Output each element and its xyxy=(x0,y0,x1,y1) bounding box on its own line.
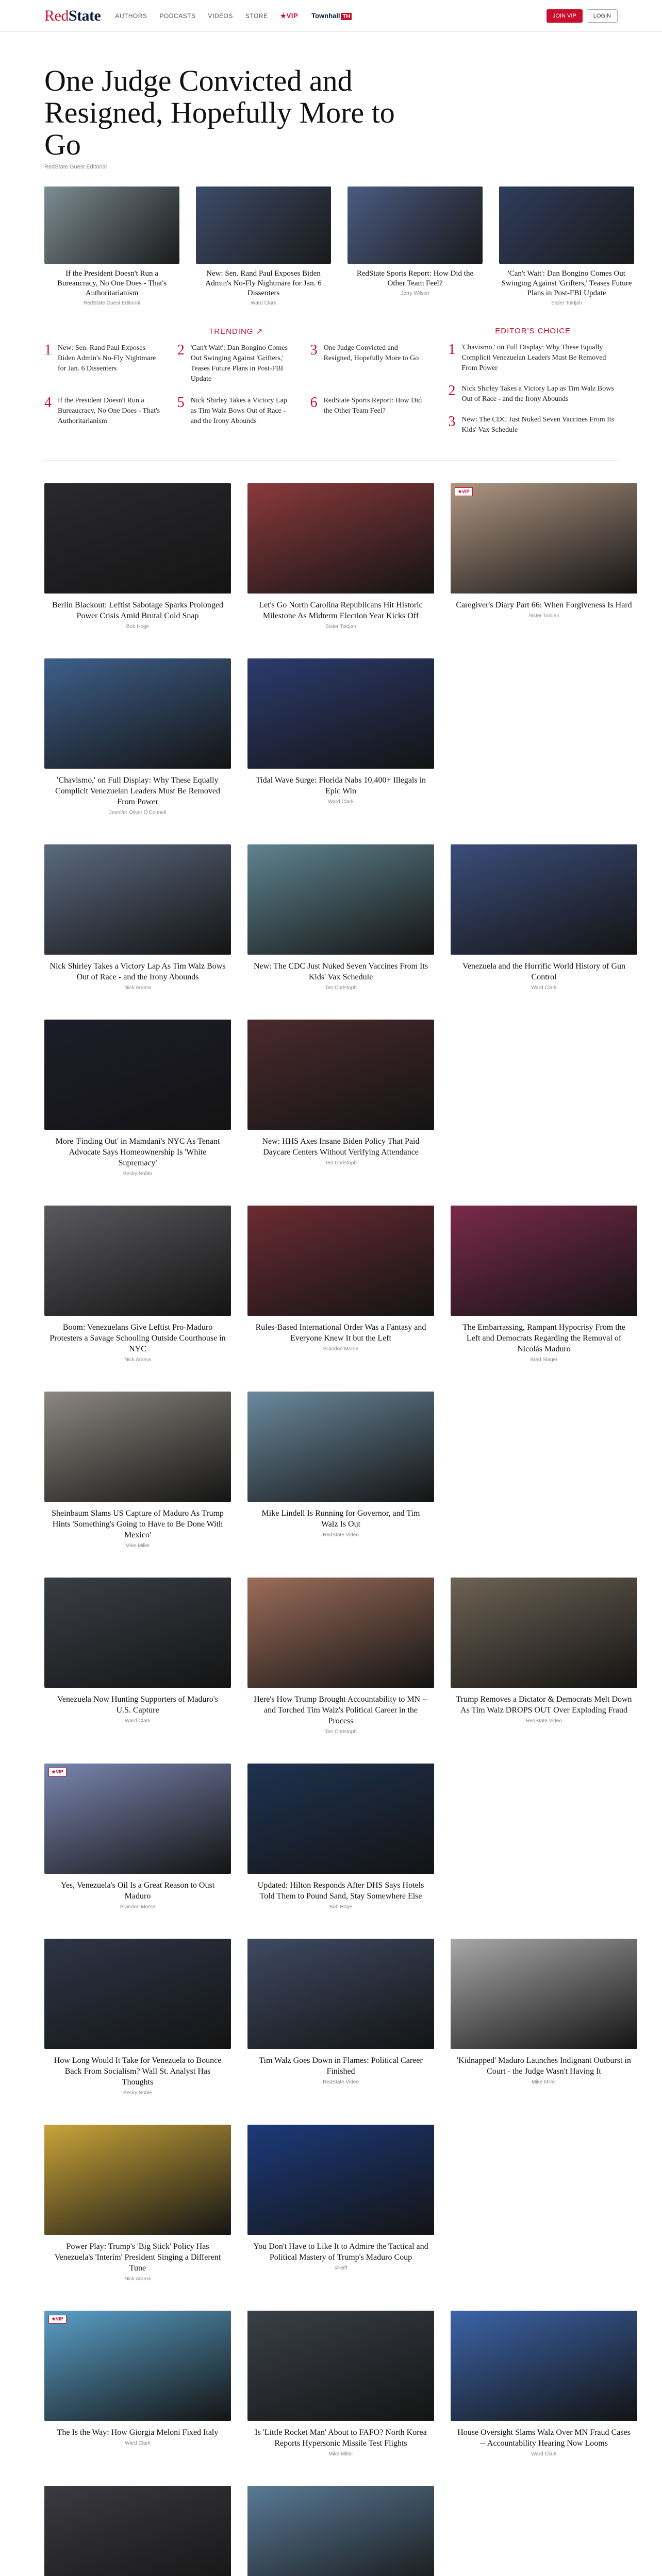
star-icon: ★ xyxy=(280,11,287,20)
article-card[interactable] xyxy=(44,1578,231,1735)
article-title[interactable]: Is 'Little Rocket Man' About to FAFO? North Korea Reports Hypersonic Missile Test Flights xyxy=(255,2428,427,2448)
article-card[interactable] xyxy=(44,658,231,816)
editors-rank: 2 xyxy=(448,383,456,399)
article-image[interactable] xyxy=(247,1578,434,1688)
article-author[interactable]: Teri Christoph xyxy=(325,1160,357,1166)
article-card[interactable] xyxy=(44,483,231,630)
trending-heading: TRENDING ↗ xyxy=(209,327,263,336)
article-title[interactable]: Tim Walz Goes Down in Flames: Political Career Finished xyxy=(259,2056,423,2076)
nav-townhall[interactable]: Townhall TH xyxy=(310,12,352,20)
vip-badge: ★VIP xyxy=(455,487,473,496)
article-card[interactable] xyxy=(44,1764,231,1910)
article-card[interactable] xyxy=(44,1939,231,2096)
trending-title[interactable]: New: Sen. Rand Paul Exposes Biden Admin's No-Fly Nightmare for Jan. 6 Dissenters xyxy=(58,344,156,372)
article-author[interactable]: Becky Noble xyxy=(123,1171,153,1177)
editors-title[interactable]: New: The CDC Just Nuked Seven Vaccines From Its Kids' Vax Schedule xyxy=(461,416,615,434)
story-author[interactable]: Ward Clark xyxy=(251,300,276,306)
article-author[interactable]: Ward Clark xyxy=(328,799,354,805)
article-image[interactable] xyxy=(451,1578,637,1688)
article-author[interactable]: Bob Hoge xyxy=(329,1904,353,1910)
nav-podcasts[interactable]: PODCASTS xyxy=(159,12,196,20)
article-image[interactable] xyxy=(247,1206,434,1316)
article-card[interactable] xyxy=(451,483,637,630)
article-image[interactable] xyxy=(247,2125,434,2235)
story-author[interactable]: RedState Guest Editorial xyxy=(83,300,141,306)
hero-author[interactable]: RedState Guest Editorial xyxy=(44,164,107,170)
join-vip-button[interactable]: JOIN VIP xyxy=(547,9,583,23)
article-image[interactable] xyxy=(247,1939,434,2049)
article-card[interactable] xyxy=(44,2311,231,2457)
editors-item[interactable] xyxy=(448,343,618,374)
nav-authors[interactable]: AUTHORS xyxy=(115,12,147,20)
trending-rank: 5 xyxy=(177,395,185,411)
site-header xyxy=(0,0,662,32)
article-image[interactable] xyxy=(44,2486,231,2576)
hero xyxy=(0,32,662,170)
article-author[interactable]: Nick Arama xyxy=(124,1357,151,1363)
article-image[interactable] xyxy=(44,1206,231,1316)
story-title[interactable]: RedState Sports Report: How Did the Other Team Feel? xyxy=(356,269,474,287)
article-title[interactable]: You Don't Have to Like It to Admire the Tactical and Political Mastery of Trump's Maduro Coup xyxy=(253,2242,428,2262)
vip-badge: ★VIP xyxy=(48,1768,67,1776)
trending-item[interactable] xyxy=(177,343,295,384)
article-card[interactable] xyxy=(247,1939,434,2096)
article-author[interactable]: Mike Miller xyxy=(125,1543,150,1549)
article-card[interactable] xyxy=(451,2311,637,2457)
article-author[interactable]: Nick Arama xyxy=(124,985,151,991)
top-stories xyxy=(0,170,662,306)
login-button[interactable]: LOGIN xyxy=(587,9,618,23)
article-author[interactable]: RedState Video xyxy=(323,2079,359,2085)
article-image[interactable] xyxy=(44,1020,231,1130)
article-author[interactable]: Ward Clark xyxy=(531,985,557,991)
nav-vip[interactable]: ★VIP xyxy=(280,11,299,20)
article-title[interactable]: New: The CDC Just Nuked Seven Vaccines From Its Kids' Vax Schedule xyxy=(253,962,428,981)
trending-list xyxy=(44,327,427,435)
article-title[interactable]: Updated: Hilton Responds After DHS Says Hotels Told Them to Pound Sand, Stay Somewhere Else xyxy=(257,1881,424,1901)
article-title[interactable]: Venezuela Now Hunting Supporters of Maduro's U.S. Capture xyxy=(57,1695,218,1715)
editors-item[interactable] xyxy=(448,384,618,404)
story-image[interactable] xyxy=(196,187,331,264)
article-title[interactable]: Boom: Venezuelans Give Leftist Pro-Maduro Protesters a Savage Schooling Outside Courthouse in NYC xyxy=(49,1323,226,1353)
article-image[interactable] xyxy=(44,1392,231,1502)
article-image[interactable] xyxy=(247,658,434,769)
article-title[interactable]: Tidal Wave Surge: Florida Nabs 10,400+ Illegals in Epic Win xyxy=(255,776,426,795)
article-title[interactable]: Venezuela and the Horrific World History of Gun Control xyxy=(462,962,626,981)
trending-rank: 6 xyxy=(310,395,318,411)
article-title[interactable]: The Is the Way: How Giorgia Meloni Fixed Italy xyxy=(57,2428,219,2437)
article-image[interactable] xyxy=(44,2311,231,2421)
article-title[interactable]: The Embarrassing, Rampant Hypocrisy From the Left and Democrats Regarding the Removal of Nicolás Maduro xyxy=(462,1323,625,1353)
article-card[interactable] xyxy=(247,2125,434,2282)
editors-title[interactable]: Nick Shirley Takes a Victory Lap as Tim Walz Bows Out of Race - and the Irony Abounds xyxy=(461,385,614,403)
top-story[interactable] xyxy=(196,187,331,306)
article-author[interactable]: Bob Hoge xyxy=(126,624,150,630)
story-author[interactable]: Sister Toldjah xyxy=(551,300,582,306)
trending-rank: 3 xyxy=(310,342,318,358)
article-card[interactable] xyxy=(44,1020,231,1177)
article-image[interactable] xyxy=(44,2125,231,2235)
article-card[interactable] xyxy=(44,2486,231,2576)
story-title[interactable]: If the President Doesn't Run a Bureaucracy, No One Does - That's Authoritarianism xyxy=(57,269,167,297)
article-card[interactable] xyxy=(44,844,231,991)
article-card[interactable] xyxy=(451,1206,637,1363)
article-title[interactable]: Here's How Trump Brought Accountability to MN -- and Torched Tim Walz's Political Career in the Process xyxy=(254,1695,428,1725)
trending-title[interactable]: RedState Sports Report: How Did the Other Team Feel? xyxy=(323,397,422,415)
article-title[interactable]: Mike Lindell Is Running for Governor, and Tim Walz Is Out xyxy=(261,1509,420,1529)
header-actions xyxy=(547,9,618,23)
article-title[interactable]: House Oversight Slams Walz Over MN Fraud Cases -- Accountability Hearing Now Looms xyxy=(457,2428,631,2448)
article-title[interactable]: More 'Finding Out' in Mamdani's NYC As Tenant Advocate Says Homeownership Is 'White Supremacy' xyxy=(55,1137,220,1167)
article-image[interactable] xyxy=(451,1939,637,2049)
top-story[interactable] xyxy=(499,187,634,306)
article-image[interactable] xyxy=(247,483,434,594)
trending-title[interactable]: If the President Doesn't Run a Bureaucracy, No One Does - That's Authoritarianism xyxy=(58,397,160,425)
trending-item[interactable] xyxy=(44,396,162,427)
hero-title[interactable]: One Judge Convicted and Resigned, Hopefully More to Go xyxy=(44,64,395,161)
article-author[interactable]: Mike Miller xyxy=(328,2451,353,2457)
story-lists xyxy=(0,306,662,435)
article-author[interactable]: RedState Video xyxy=(323,1532,359,1538)
trending-rank: 1 xyxy=(44,342,52,358)
story-image[interactable] xyxy=(499,187,634,264)
article-image[interactable] xyxy=(44,1578,231,1688)
editors-heading: EDITOR'S CHOICE xyxy=(495,327,571,335)
article-title[interactable]: 'Chavismo,' on Full Display: Why These Equally Complicit Venezuelan Leaders Must Be Removed From Power xyxy=(55,776,221,806)
article-author[interactable]: Sister Toldjah xyxy=(528,613,559,619)
article-author[interactable]: Teri Christoph xyxy=(325,985,357,991)
article-card[interactable] xyxy=(247,2486,434,2576)
article-author[interactable]: RedState Video xyxy=(526,1718,562,1724)
article-author[interactable]: streiff xyxy=(334,2265,347,2271)
article-author[interactable]: Jennifer Oliver O'Connell xyxy=(109,810,167,816)
article-image[interactable] xyxy=(451,2311,637,2421)
editors-rank: 1 xyxy=(448,342,456,358)
article-card[interactable] xyxy=(247,1020,434,1177)
trend-up-icon: ↗ xyxy=(256,327,263,336)
main-nav xyxy=(115,12,352,20)
article-title[interactable]: Sheinbaum Slams US Capture of Maduro As Trump Hints 'Something's Going to Have to Be Done With Mexico' xyxy=(52,1509,224,1539)
article-image[interactable] xyxy=(44,1939,231,2049)
trending-title[interactable]: Nick Shirley Takes a Victory Lap as Tim Walz Bows Out of Race - and the Irony Abounds xyxy=(190,397,287,425)
story-title[interactable]: 'Can't Wait': Dan Bongino Comes Out Swinging Against 'Grifters,' Teases Future Plans in Post-FBI Update xyxy=(501,269,632,297)
editors-choice-list xyxy=(448,327,618,435)
article-card[interactable] xyxy=(247,844,434,991)
trending-item[interactable] xyxy=(310,396,428,427)
article-card[interactable] xyxy=(44,1206,231,1363)
article-title[interactable]: Rules-Based International Order Was a Fantasy and Everyone Knew It but the Left xyxy=(255,1323,426,1343)
nav-videos[interactable]: VIDEOS xyxy=(208,12,233,20)
article-title[interactable]: Berlin Blackout: Leftist Sabotage Sparks Prolonged Power Crisis Amid Brutal Cold Snap xyxy=(52,601,223,620)
article-author[interactable]: Brandon Morse xyxy=(120,1904,156,1910)
article-image[interactable] xyxy=(44,483,231,594)
article-author[interactable]: Ward Clark xyxy=(125,1718,151,1724)
article-title[interactable]: Caregiver's Diary Part 66: When Forgiveness Is Hard xyxy=(456,601,632,609)
article-image[interactable] xyxy=(451,483,637,594)
story-title[interactable]: New: Sen. Rand Paul Exposes Biden Admin's No-Fly Nightmare for Jan. 6 Dissenters xyxy=(205,269,322,297)
trending-rank: 4 xyxy=(44,395,52,411)
article-author[interactable]: Ward Clark xyxy=(531,2451,557,2457)
story-image[interactable] xyxy=(347,187,483,264)
article-author[interactable]: Brandon Morse xyxy=(323,1346,359,1352)
article-title[interactable]: New: HHS Axes Insane Biden Policy That Paid Daycare Centers Without Verifying Attendance xyxy=(262,1137,420,1157)
article-image[interactable] xyxy=(451,1206,637,1316)
trending-title[interactable]: 'Can't Wait': Dan Bongino Comes Out Swinging Against 'Grifters,' Teases Future Plans in Post-FBI Update xyxy=(190,344,288,383)
trending-item[interactable] xyxy=(177,396,295,427)
article-card[interactable] xyxy=(451,1578,637,1735)
article-title[interactable]: Yes, Venezuela's Oil Is a Great Reason to Oust Maduro xyxy=(60,1881,215,1901)
article-card[interactable] xyxy=(247,1392,434,1549)
article-card[interactable] xyxy=(451,1939,637,2096)
nav-store[interactable]: STORE xyxy=(245,12,268,20)
trending-item[interactable] xyxy=(310,343,428,384)
article-title[interactable]: Trump Removes a Dictator & Democrats Melt Down As Tim Walz DROPS OUT Over Exploding Fraud xyxy=(456,1695,632,1715)
article-title[interactable]: 'Kidnapped' Maduro Launches Indignant Outburst in Court - the Judge Wasn't Having It xyxy=(457,2056,631,2076)
article-author[interactable]: Nick Arama xyxy=(124,2276,151,2282)
article-title[interactable]: Nick Shirley Takes a Victory Lap As Tim Walz Bows Out of Race - and the Irony Abounds xyxy=(49,962,226,981)
article-author[interactable]: Sister Toldjah xyxy=(325,624,356,630)
editors-title[interactable]: 'Chavismo,' on Full Display: Why These Equally Complicit Venezuelan Leaders Must Be Removed From Power xyxy=(461,344,606,372)
article-card[interactable] xyxy=(451,844,637,991)
trending-title[interactable]: One Judge Convicted and Resigned, Hopefully More to Go xyxy=(323,344,419,362)
article-title[interactable]: How Long Would It Take for Venezuela to Bounce Back From Socialism? Wall St. Analyst Has Thoughts xyxy=(54,2056,222,2087)
article-author[interactable]: Brad Slager xyxy=(530,1357,558,1363)
story-author[interactable]: Jerry Wilson xyxy=(401,291,429,296)
article-card[interactable] xyxy=(247,483,434,630)
article-author[interactable]: Ward Clark xyxy=(125,2441,151,2446)
article-image[interactable] xyxy=(247,1764,434,1874)
article-image[interactable] xyxy=(44,658,231,769)
article-grid xyxy=(0,461,662,2576)
article-card[interactable] xyxy=(44,2125,231,2282)
editors-item[interactable] xyxy=(448,415,618,435)
story-image[interactable] xyxy=(44,187,179,264)
trending-rank: 2 xyxy=(177,342,185,358)
article-image[interactable] xyxy=(44,1764,231,1874)
article-card[interactable] xyxy=(247,1206,434,1363)
article-author[interactable]: Teri Christoph xyxy=(325,1729,357,1735)
article-title[interactable]: Let's Go North Carolina Republicans Hit Historic Milestone As Midterm Election Year Kicks Off xyxy=(259,601,423,620)
article-image[interactable] xyxy=(451,844,637,955)
article-card[interactable] xyxy=(247,2311,434,2457)
top-story[interactable] xyxy=(44,187,179,306)
article-card[interactable] xyxy=(247,658,434,816)
editors-rank: 3 xyxy=(448,414,456,430)
article-image[interactable] xyxy=(247,2311,434,2421)
article-image[interactable] xyxy=(247,1392,434,1502)
redstate-logo[interactable]: RedState xyxy=(44,7,101,24)
article-image[interactable] xyxy=(247,844,434,955)
article-title[interactable]: Power Play: Trump's 'Big Stick' Policy Has Venezuela's 'Interim' President Singing a Different Tune xyxy=(54,2242,221,2273)
article-card[interactable] xyxy=(44,1392,231,1549)
article-author[interactable]: Becky Noble xyxy=(123,2090,153,2096)
article-image[interactable] xyxy=(44,844,231,955)
article-image[interactable] xyxy=(247,2486,434,2576)
article-author[interactable]: Mike Miller xyxy=(532,2079,556,2085)
vip-badge: ★VIP xyxy=(48,2315,67,2324)
top-story[interactable] xyxy=(347,187,483,306)
article-card[interactable] xyxy=(247,1764,434,1910)
trending-item[interactable] xyxy=(44,343,162,384)
article-card[interactable] xyxy=(247,1578,434,1735)
article-image[interactable] xyxy=(247,1020,434,1130)
